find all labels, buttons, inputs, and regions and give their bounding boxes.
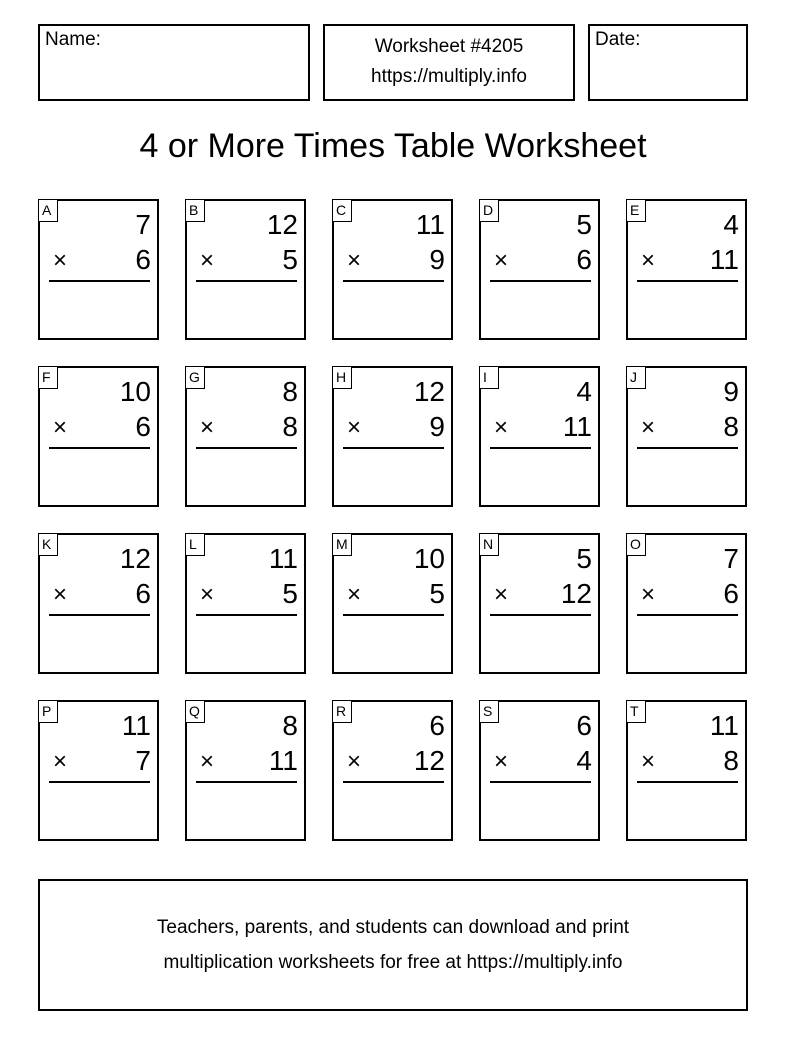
multiplier: 8 [723,411,739,442]
multiplicand: 4 [576,376,592,407]
problem-card-k [38,533,159,674]
multiply-sign: × [641,414,656,441]
problem-letter: S [479,700,499,723]
multiplicand: 7 [135,209,151,240]
multiply-sign: × [53,414,68,441]
problem-card-r [332,700,453,841]
page-title: 4 or More Times Table Worksheet [139,127,647,165]
multiply-sign: × [494,748,509,775]
problem-card-b [185,199,306,340]
answer-line [637,447,738,449]
multiplier: 6 [723,578,739,609]
problem-letter: E [626,199,646,222]
multiply-sign: × [494,247,509,274]
problem-card-p [38,700,159,841]
multiplicand: 12 [266,209,298,240]
multiply-sign: × [641,581,656,608]
answer-line [196,781,297,783]
multiplier: 12 [413,745,445,776]
multiplicand: 6 [576,710,592,741]
problem-card-e [626,199,747,340]
problem-card-a [38,199,159,340]
worksheet-info-box [323,24,575,101]
problem-card-n [479,533,600,674]
multiply-sign: × [494,581,509,608]
multiplicand: 10 [413,543,445,574]
multiply-sign: × [200,247,215,274]
multiply-sign: × [53,748,68,775]
worksheet-url: https://multiply.info [371,66,527,87]
answer-line [637,614,738,616]
problem-card-c [332,199,453,340]
multiplier: 6 [135,411,151,442]
problem-card-m [332,533,453,674]
multiplicand: 7 [723,543,739,574]
multiplicand: 10 [119,376,151,407]
multiply-sign: × [200,414,215,441]
answer-line [196,614,297,616]
problem-letter: R [332,700,352,723]
multiplicand: 11 [268,543,298,574]
answer-line [637,280,738,282]
problem-letter: F [38,366,58,389]
multiplier: 6 [135,578,151,609]
footer-line-1: Teachers, parents, and students can download and print [156,917,630,938]
problem-letter: G [185,366,205,389]
answer-line [490,781,591,783]
answer-line [343,447,444,449]
multiplicand: 11 [415,209,445,240]
answer-line [343,781,444,783]
footer-line-2: multiplication worksheets for free at https://multiply.info [163,952,623,973]
multiply-sign: × [641,748,656,775]
multiply-sign: × [200,748,215,775]
multiplicand: 11 [121,710,151,741]
problem-letter: K [38,533,58,556]
multiplicand: 5 [576,209,592,240]
multiplier: 11 [268,745,298,776]
multiplicand: 8 [282,376,298,407]
multiply-sign: × [53,581,68,608]
multiplier: 5 [282,578,298,609]
problem-letter: L [185,533,205,556]
multiplicand: 12 [413,376,445,407]
problem-letter: H [332,366,352,389]
multiplier: 6 [135,244,151,275]
multiplier: 5 [282,244,298,275]
answer-line [49,280,150,282]
problem-letter: J [626,366,646,389]
answer-line [196,447,297,449]
problem-letter: O [626,533,646,556]
problem-card-j [626,366,747,507]
problem-card-g [185,366,306,507]
name-label: Name: [45,29,101,50]
problem-card-h [332,366,453,507]
multiply-sign: × [347,247,362,274]
multiplicand: 5 [576,543,592,574]
problem-letter: I [479,366,499,389]
multiply-sign: × [347,748,362,775]
answer-line [490,280,591,282]
problem-letter: M [332,533,352,556]
date-label: Date: [595,29,641,50]
multiplicand: 11 [709,710,739,741]
problem-card-l [185,533,306,674]
multiplicand: 9 [723,376,739,407]
worksheet-number: Worksheet #4205 [374,36,524,57]
multiply-sign: × [347,581,362,608]
multiply-sign: × [347,414,362,441]
multiply-sign: × [494,414,509,441]
problem-letter: P [38,700,58,723]
answer-line [343,614,444,616]
multiplier: 11 [709,244,739,275]
multiplicand: 6 [429,710,445,741]
multiplier: 11 [562,411,592,442]
problem-letter: T [626,700,646,723]
footer-box [38,879,748,1011]
multiplier: 4 [576,745,592,776]
problem-card-o [626,533,747,674]
multiply-sign: × [641,247,656,274]
answer-line [49,781,150,783]
answer-line [49,614,150,616]
multiplier: 8 [282,411,298,442]
multiply-sign: × [200,581,215,608]
multiplicand: 4 [723,209,739,240]
multiplicand: 12 [119,543,151,574]
multiplier: 5 [429,578,445,609]
problem-card-f [38,366,159,507]
multiplier: 7 [135,745,151,776]
problem-letter: C [332,199,352,222]
answer-line [196,280,297,282]
multiply-sign: × [53,247,68,274]
problem-letter: Q [185,700,205,723]
problem-card-s [479,700,600,841]
problem-card-i [479,366,600,507]
multiplier: 9 [429,411,445,442]
multiplicand: 8 [282,710,298,741]
multiplier: 6 [576,244,592,275]
multiplier: 12 [560,578,592,609]
problem-letter: A [38,199,58,222]
problem-letter: N [479,533,499,556]
answer-line [637,781,738,783]
answer-line [490,447,591,449]
multiplier: 8 [723,745,739,776]
problem-letter: D [479,199,499,222]
answer-line [49,447,150,449]
answer-line [490,614,591,616]
problem-card-t [626,700,747,841]
multiplier: 9 [429,244,445,275]
date-field-box [588,24,748,101]
problem-letter: B [185,199,205,222]
problem-card-q [185,700,306,841]
problem-card-d [479,199,600,340]
answer-line [343,280,444,282]
name-field-box [38,24,310,101]
